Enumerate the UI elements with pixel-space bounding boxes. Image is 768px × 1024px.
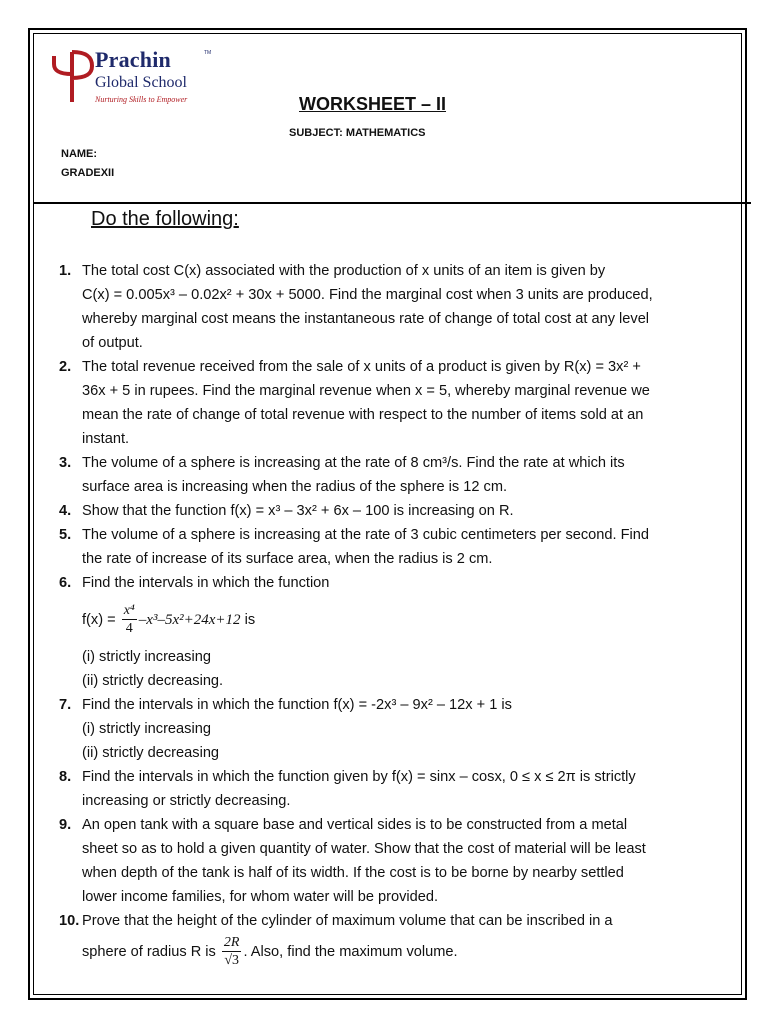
worksheet-title: WORKSHEET – II: [299, 94, 447, 114]
question-line: mean the rate of change of total revenue with respect to the number of items sold at an: [82, 407, 644, 423]
question-number: 5.: [59, 527, 72, 543]
question-item: [0, 523, 732, 571]
question-number: 7.: [59, 697, 72, 713]
question-line: (i) strictly increasing: [82, 721, 211, 737]
question-line: The total cost C(x) associated with the production of x units of an item is given by: [82, 263, 606, 279]
school-subtitle: Global School: [95, 74, 187, 91]
question-line: instant.: [82, 431, 130, 447]
question-text: [82, 499, 732, 523]
formula-lhs: sphere of radius R is: [82, 944, 220, 960]
question-item: [0, 765, 732, 813]
question-line: C(x) = 0.005x³ – 0.02x² + 30x + 5000. Find the marginal cost when 3 units are produced,: [82, 287, 653, 303]
question-line: Show that the function f(x) = x³ – 3x² + 6x – 100 is increasing on R.: [82, 503, 514, 519]
question-line: (ii) strictly decreasing: [82, 745, 220, 761]
question-option: (i) strictly increasing: [82, 649, 211, 665]
question-line: whereby marginal cost means the instantaneous rate of change of total cost at any level: [82, 311, 650, 327]
school-tagline: Nurturing Skills to Empower: [95, 95, 188, 104]
question-text: [82, 451, 732, 499]
question-line: the rate of increase of its surface area, when the radius is 2 cm.: [82, 551, 493, 567]
question-line: Find the intervals in which the function given by f(x) = sinx – cosx, 0 ≤ x ≤ 2π is strictly: [82, 769, 636, 785]
question-number: 3.: [59, 455, 72, 471]
question-text: [82, 765, 732, 813]
question-item: [0, 355, 732, 451]
question-item: [0, 571, 732, 693]
fraction-numerator: x⁴: [123, 603, 135, 619]
question-number: 10.: [59, 913, 80, 929]
question-item: [0, 451, 732, 499]
question-text: [82, 259, 732, 355]
fraction-denominator: √3: [224, 953, 240, 969]
question-line: Find the intervals in which the function f(x) = -2x³ – 9x² – 12x + 1 is: [82, 697, 512, 713]
question-option: (ii) strictly decreasing.: [82, 673, 224, 689]
grade-label: GRADEXII: [61, 167, 115, 179]
prachin-logo-mark-icon: [50, 44, 96, 108]
question-number: 2.: [59, 359, 72, 375]
question-number: 8.: [59, 769, 72, 785]
question-number: 1.: [59, 263, 72, 279]
school-logo: [50, 44, 212, 116]
question-item: [0, 259, 732, 355]
formula-line: [82, 933, 732, 971]
question-line: 36x + 5 in rupees. Find the marginal revenue when x = 5, whereby marginal revenue we: [82, 383, 650, 399]
question-line: of output.: [82, 335, 143, 351]
fraction: [122, 604, 137, 636]
question-line: The total revenue received from the sale of x units of a product is given by R(x) = 3x² +: [82, 359, 641, 375]
formula-line: [82, 595, 732, 645]
question-number: 6.: [59, 575, 72, 591]
formula-lhs: f(x) =: [82, 612, 120, 628]
question-text: [82, 571, 732, 693]
question-number: 4.: [59, 503, 72, 519]
question-item: [0, 499, 732, 523]
question-text: [82, 909, 732, 971]
formula-terms: –x³–5x²+24x+12: [138, 612, 241, 628]
question-line: when depth of the tank is half of its width. If the cost is to be borne by nearby settled: [82, 865, 624, 881]
question-line: lower income families, for whom water will be provided.: [82, 889, 439, 905]
question-text: [82, 523, 732, 571]
subject-label: SUBJECT: MATHEMATICS: [289, 127, 426, 139]
question-text: [82, 355, 732, 451]
question-item: [0, 813, 732, 909]
question-line: Prove that the height of the cylinder of maximum volume that can be inscribed in a: [82, 913, 613, 929]
formula-tail: is: [240, 612, 256, 628]
question-line: increasing or strictly decreasing.: [82, 793, 291, 809]
fraction-numerator: 2R: [223, 935, 240, 951]
question-number: 9.: [59, 817, 72, 833]
formula-tail: . Also, find the maximum volume.: [243, 944, 458, 960]
question-text: [82, 693, 732, 765]
question-text: [82, 813, 732, 909]
question-line: sheet so as to hold a given quantity of water. Show that the cost of material will be least: [82, 841, 646, 857]
question-list: [0, 259, 768, 971]
name-label: NAME:: [61, 148, 98, 160]
fraction: [222, 936, 242, 968]
question-item: [0, 693, 732, 765]
header-divider: [33, 202, 751, 204]
fraction-denominator: 4: [125, 621, 133, 637]
question-line: Find the intervals in which the function: [82, 575, 330, 591]
question-line: The volume of a sphere is increasing at the rate of 8 cm³/s. Find the rate at which its: [82, 455, 625, 471]
question-line: An open tank with a square base and vertical sides is to be constructed from a metal: [82, 817, 628, 833]
question-item: [0, 909, 732, 971]
trademark-mark: TM: [204, 50, 212, 56]
instruction-heading: Do the following:: [91, 208, 239, 230]
question-line: The volume of a sphere is increasing at the rate of 3 cubic centimeters per second. Find: [82, 527, 650, 543]
school-name: Prachin: [95, 47, 171, 72]
question-line: surface area is increasing when the radius of the sphere is 12 cm.: [82, 479, 508, 495]
